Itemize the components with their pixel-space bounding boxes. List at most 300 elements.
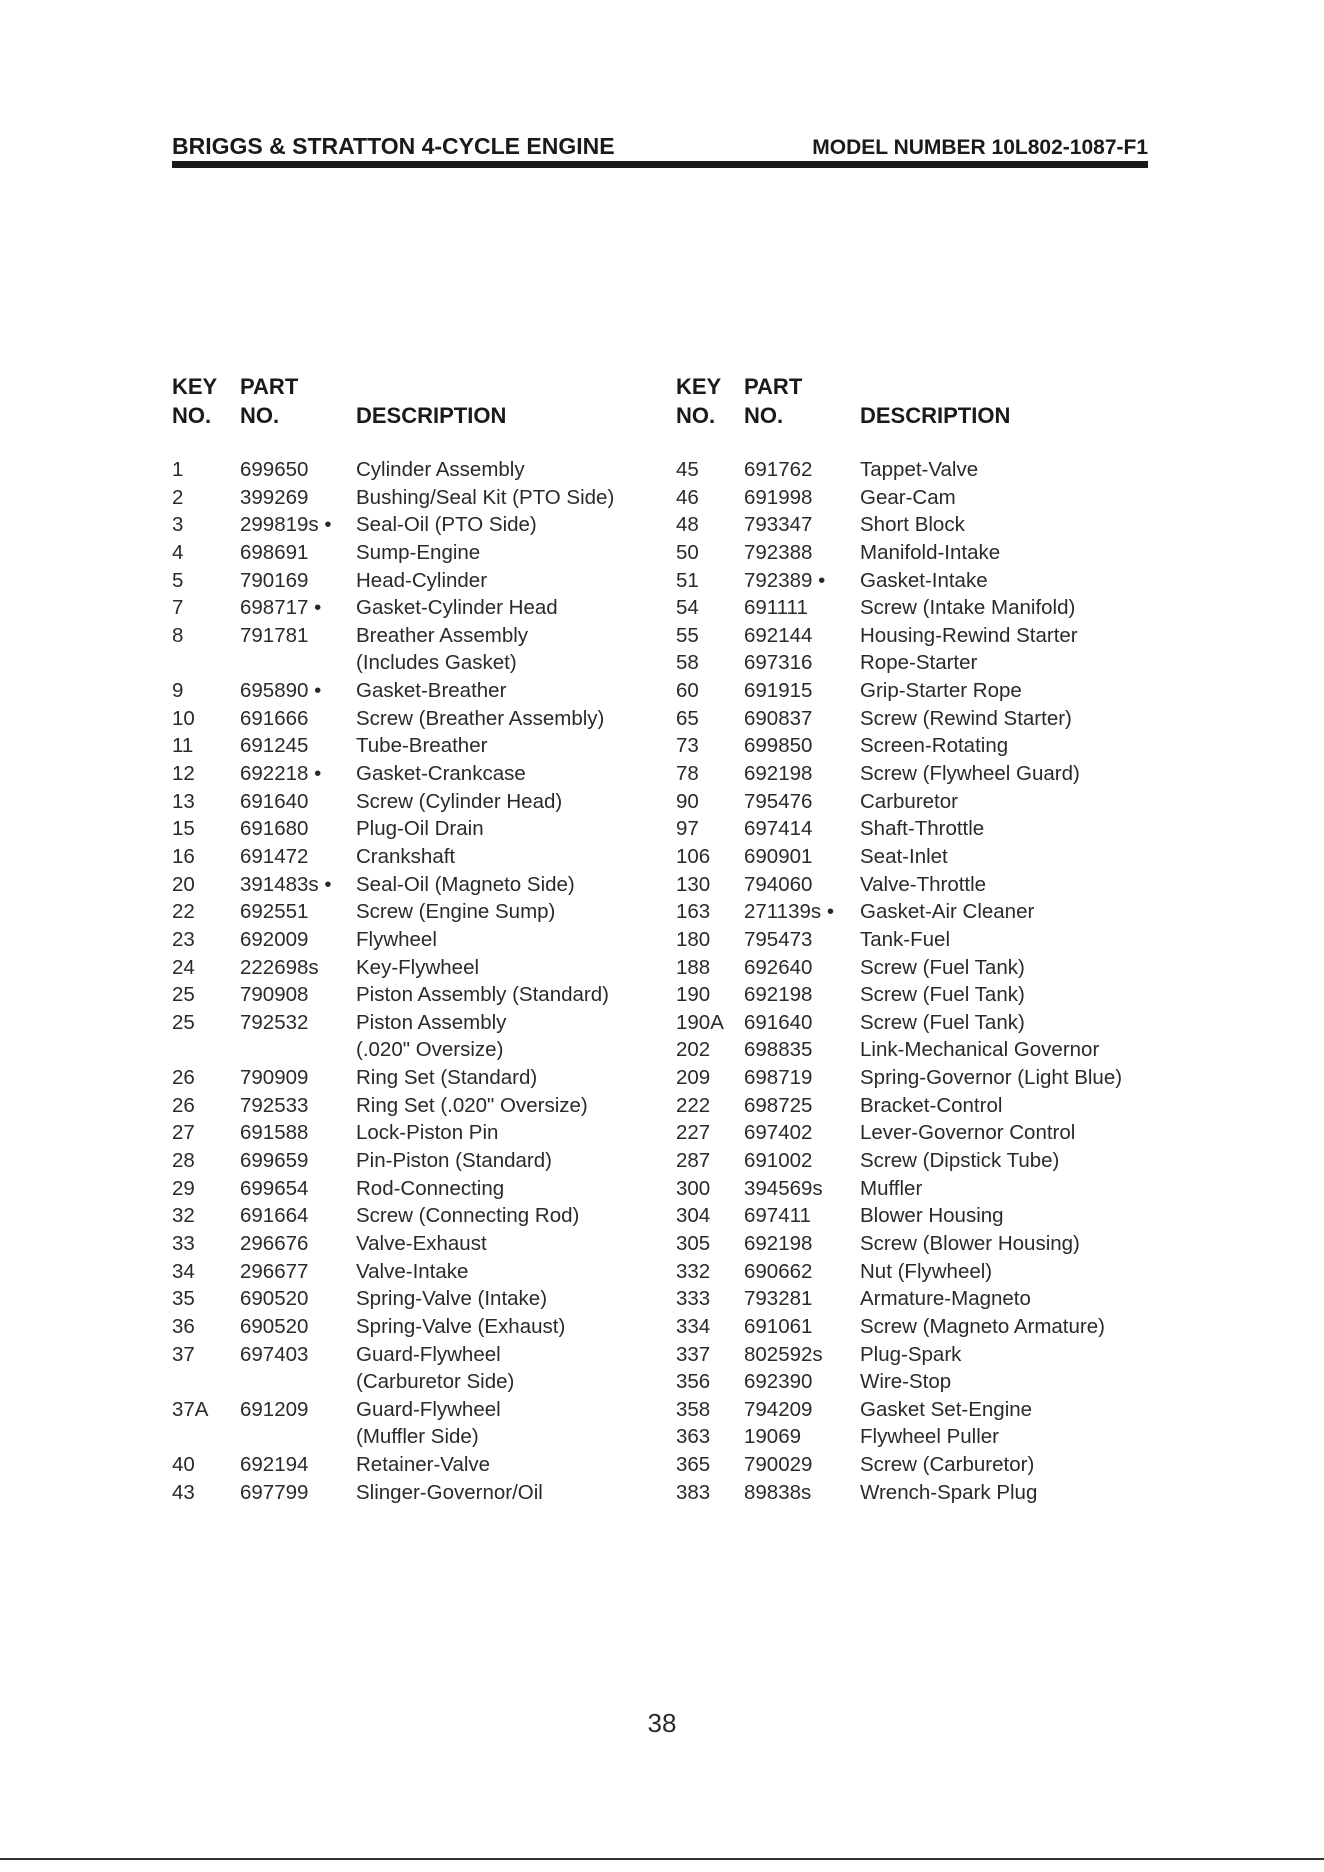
key-number: 73	[676, 734, 699, 758]
part-number: 691998	[744, 485, 813, 509]
key-number: 106	[676, 844, 711, 868]
table-row	[172, 790, 662, 818]
key-number: 55	[676, 623, 699, 647]
bottom-rule	[0, 1858, 1324, 1860]
part-description: Carburetor	[860, 789, 958, 813]
part-description: Screw (Fuel Tank)	[860, 983, 1025, 1007]
key-number: 25	[172, 1010, 195, 1034]
table-row	[172, 1398, 662, 1426]
part-number: 794060	[744, 872, 813, 896]
table-row	[676, 513, 1156, 541]
part-number: 699850	[744, 734, 813, 758]
table-row	[172, 817, 662, 845]
part-number: 699654	[240, 1176, 309, 1200]
key-number: 22	[172, 900, 195, 924]
table-row	[676, 651, 1156, 679]
key-number: 130	[676, 872, 711, 896]
key-number: 383	[676, 1480, 711, 1504]
part-number: 792388	[744, 540, 813, 564]
key-number: 190A	[676, 1010, 724, 1034]
table-row	[676, 1370, 1156, 1398]
key-number: 365	[676, 1453, 711, 1477]
key-number: 332	[676, 1259, 711, 1283]
key-number: 13	[172, 789, 195, 813]
key-number: 337	[676, 1342, 711, 1366]
part-description: Tank-Fuel	[860, 927, 951, 951]
part-number: 692198	[744, 762, 813, 786]
table-row	[172, 1204, 662, 1232]
table-row	[172, 1121, 662, 1149]
part-description: Armature-Magneto	[860, 1287, 1031, 1311]
table-row	[172, 569, 662, 597]
key-number: 5	[172, 568, 184, 592]
part-description: Short Block	[860, 513, 965, 537]
part-description: Rod-Connecting	[356, 1176, 505, 1200]
part-description: Spring-Valve (Intake)	[356, 1287, 548, 1311]
key-number: 34	[172, 1259, 195, 1283]
part-number: 691111	[744, 596, 808, 620]
header-rule	[172, 161, 1148, 168]
part-description: Retainer-Valve	[356, 1453, 491, 1477]
part-number: 691915	[744, 679, 813, 703]
table-row	[172, 1370, 662, 1398]
part-description: Breather Assembly	[356, 623, 529, 647]
key-number: 10	[172, 706, 195, 730]
key-number: 11	[172, 734, 194, 758]
part-number: 692640	[744, 955, 813, 979]
table-row	[172, 651, 662, 679]
part-description: Valve-Throttle	[860, 872, 987, 896]
table-row	[172, 1260, 662, 1288]
part-description: Screw (Flywheel Guard)	[860, 762, 1080, 786]
table-row	[676, 734, 1156, 762]
table-row	[172, 1315, 662, 1343]
part-description: Screw (Rewind Starter)	[860, 706, 1072, 730]
table-row	[172, 1343, 662, 1371]
part-number: 795476	[744, 789, 813, 813]
key-number: 20	[172, 872, 195, 896]
table-row	[676, 596, 1156, 624]
part-description: Pin-Piston (Standard)	[356, 1149, 552, 1173]
table-row	[676, 817, 1156, 845]
table-row	[676, 541, 1156, 569]
table-row	[172, 1011, 662, 1039]
key-header: KEY	[676, 374, 722, 399]
key-number: 45	[676, 458, 699, 481]
table-row	[172, 928, 662, 956]
key-number: 356	[676, 1370, 711, 1394]
parts-list-left	[172, 458, 662, 1508]
part-number: 691472	[240, 844, 309, 868]
part-number: 690901	[744, 844, 813, 868]
part-number: 698717 •	[240, 596, 322, 620]
key-number: 3	[172, 513, 184, 537]
part-description: Seat-Inlet	[860, 844, 948, 868]
part-description: Screw (Intake Manifold)	[860, 596, 1076, 620]
table-row	[676, 845, 1156, 873]
part-description: Cylinder Assembly	[356, 458, 525, 481]
key-number: 190	[676, 983, 711, 1007]
part-number: 692198	[744, 1231, 813, 1255]
table-row	[172, 458, 662, 486]
table-row	[676, 1315, 1156, 1343]
part-description: Screw (Cylinder Head)	[356, 789, 563, 813]
table-row	[676, 1232, 1156, 1260]
table-row	[676, 1094, 1156, 1122]
part-description: Spring-Governor (Light Blue)	[860, 1066, 1123, 1090]
part-no-header: NO.	[744, 403, 784, 428]
key-number: 24	[172, 955, 195, 979]
part-number: 794209	[744, 1397, 813, 1421]
key-number: 25	[172, 983, 195, 1007]
part-number: 790029	[744, 1453, 813, 1477]
part-description: Seal-Oil (Magneto Side)	[356, 872, 575, 896]
part-description: Slinger-Governor/Oil	[356, 1480, 543, 1504]
key-number: 50	[676, 540, 699, 564]
table-row	[676, 707, 1156, 735]
table-row	[676, 790, 1156, 818]
part-description: (Carburetor Side)	[356, 1370, 515, 1394]
part-description: (Muffler Side)	[356, 1425, 479, 1449]
table-row	[172, 541, 662, 569]
part-description: Valve-Exhaust	[356, 1231, 487, 1255]
table-row	[172, 596, 662, 624]
description-header: DESCRIPTION	[860, 403, 1011, 428]
key-no-header: NO.	[172, 403, 212, 428]
key-number: 37A	[172, 1397, 209, 1421]
part-description: (.020" Oversize)	[356, 1038, 504, 1062]
part-number: 691640	[240, 789, 309, 813]
key-number: 35	[172, 1287, 195, 1311]
key-number: 16	[172, 844, 195, 868]
part-number: 692144	[744, 623, 813, 647]
part-number: 698725	[744, 1093, 813, 1117]
table-row	[172, 707, 662, 735]
part-description: Screw (Fuel Tank)	[860, 955, 1025, 979]
part-description: Flywheel	[356, 927, 437, 951]
part-description: Key-Flywheel	[356, 955, 480, 979]
key-number: 2	[172, 485, 184, 509]
part-number: 296677	[240, 1259, 309, 1283]
table-row	[676, 762, 1156, 790]
part-number: 695890 •	[240, 679, 322, 703]
part-number: 391483s •	[240, 872, 332, 896]
part-description: Screw (Blower Housing)	[860, 1231, 1080, 1255]
key-number: 202	[676, 1038, 711, 1062]
document-title: BRIGGS & STRATTON 4-CYCLE ENGINE	[172, 133, 615, 159]
description-header: DESCRIPTION	[356, 403, 507, 428]
part-description: Tube-Breather	[356, 734, 488, 758]
part-number: 792389 •	[744, 568, 826, 592]
part-number: 691002	[744, 1149, 813, 1173]
parts-list-right	[676, 458, 1156, 1508]
part-number: 697414	[744, 817, 813, 841]
table-row	[172, 624, 662, 652]
part-number: 691666	[240, 706, 309, 730]
part-description: Plug-Spark	[860, 1342, 962, 1366]
part-description: Screw (Breather Assembly)	[356, 706, 605, 730]
part-number: 791781	[240, 623, 309, 647]
key-number: 58	[676, 651, 699, 675]
key-number: 12	[172, 762, 195, 786]
table-row	[172, 956, 662, 984]
part-number: 299819s •	[240, 513, 332, 537]
key-number: 48	[676, 513, 699, 537]
part-number: 691209	[240, 1397, 309, 1421]
table-row	[172, 513, 662, 541]
part-description: Gear-Cam	[860, 485, 956, 509]
table-row	[676, 486, 1156, 514]
part-number: 691061	[744, 1314, 813, 1338]
key-number: 54	[676, 596, 699, 620]
key-number: 333	[676, 1287, 711, 1311]
part-no-header: NO.	[240, 403, 280, 428]
part-description: Guard-Flywheel	[356, 1342, 501, 1366]
part-description: Nut (Flywheel)	[860, 1259, 993, 1283]
table-row	[172, 679, 662, 707]
key-number: 29	[172, 1176, 195, 1200]
table-row	[676, 569, 1156, 597]
part-description: Link-Mechanical Governor	[860, 1038, 1100, 1062]
part-description: Crankshaft	[356, 844, 456, 868]
key-number: 304	[676, 1204, 711, 1228]
part-description: Gasket-Air Cleaner	[860, 900, 1035, 924]
table-row	[172, 486, 662, 514]
part-number: 692390	[744, 1370, 813, 1394]
part-header: PART	[744, 374, 803, 399]
part-description: Screw (Fuel Tank)	[860, 1010, 1025, 1034]
key-number: 163	[676, 900, 711, 924]
table-row	[172, 1453, 662, 1481]
table-row	[172, 1149, 662, 1177]
key-number: 37	[172, 1342, 195, 1366]
part-description: Rope-Starter	[860, 651, 978, 675]
part-description: Flywheel Puller	[860, 1425, 999, 1449]
table-row	[676, 1343, 1156, 1371]
part-description: Lock-Piston Pin	[356, 1121, 499, 1145]
table-row	[676, 1453, 1156, 1481]
part-description: Piston Assembly	[356, 1010, 507, 1034]
key-number: 7	[172, 596, 184, 620]
part-number: 697402	[744, 1121, 813, 1145]
part-number: 698719	[744, 1066, 813, 1090]
page-number: 38	[647, 1708, 677, 1738]
part-description: (Includes Gasket)	[356, 651, 517, 675]
key-number: 8	[172, 623, 184, 647]
table-row	[676, 458, 1156, 486]
key-number: 9	[172, 679, 184, 703]
part-number: 690520	[240, 1287, 309, 1311]
table-row	[172, 873, 662, 901]
key-number: 287	[676, 1149, 711, 1173]
key-number: 1	[172, 458, 184, 481]
key-number: 305	[676, 1231, 711, 1255]
part-description: Gasket-Breather	[356, 679, 507, 703]
table-row	[676, 1177, 1156, 1205]
part-description: Screw (Carburetor)	[860, 1453, 1035, 1477]
part-number: 271139s •	[744, 900, 835, 924]
part-number: 699659	[240, 1149, 309, 1173]
key-number: 209	[676, 1066, 711, 1090]
key-header: KEY	[172, 374, 218, 399]
table-row	[172, 1425, 662, 1453]
part-description: Wire-Stop	[860, 1370, 952, 1394]
table-row	[676, 1287, 1156, 1315]
key-number: 46	[676, 485, 699, 509]
key-number: 51	[676, 568, 699, 592]
part-description: Valve-Intake	[356, 1259, 469, 1283]
parts-table-right	[676, 374, 1156, 1504]
part-number: 690662	[744, 1259, 813, 1283]
part-number: 296676	[240, 1231, 309, 1255]
table-row	[676, 1149, 1156, 1177]
part-number: 692009	[240, 927, 309, 951]
key-no-header: NO.	[676, 403, 716, 428]
key-number: 90	[676, 789, 699, 813]
part-description: Piston Assembly (Standard)	[356, 983, 609, 1007]
part-description: Blower Housing	[860, 1204, 1004, 1228]
table-row	[676, 1066, 1156, 1094]
key-number: 78	[676, 762, 699, 786]
table-row	[676, 1011, 1156, 1039]
part-number: 690837	[744, 706, 813, 730]
part-description: Muffler	[860, 1176, 923, 1200]
part-description: Guard-Flywheel	[356, 1397, 501, 1421]
part-number: 89838s	[744, 1480, 812, 1504]
table-row	[676, 1398, 1156, 1426]
part-number: 222698s	[240, 955, 319, 979]
part-description: Grip-Starter Rope	[860, 679, 1022, 703]
part-number: 691680	[240, 817, 309, 841]
part-number: 697799	[240, 1480, 309, 1504]
table-row	[172, 900, 662, 928]
table-row	[676, 1038, 1156, 1066]
table-row	[172, 762, 662, 790]
key-number: 40	[172, 1453, 195, 1477]
part-number: 691245	[240, 734, 309, 758]
part-description: Bracket-Control	[860, 1093, 1003, 1117]
key-number: 300	[676, 1176, 711, 1200]
table-row	[172, 845, 662, 873]
part-number: 793281	[744, 1287, 813, 1311]
table-row	[172, 1481, 662, 1509]
part-number: 697411	[744, 1204, 811, 1228]
key-number: 188	[676, 955, 711, 979]
table-row	[676, 983, 1156, 1011]
part-number: 698835	[744, 1038, 813, 1062]
part-number: 692218 •	[240, 762, 322, 786]
part-number: 698691	[240, 540, 309, 564]
key-number: 358	[676, 1397, 711, 1421]
part-description: Ring Set (.020" Oversize)	[356, 1093, 588, 1117]
key-number: 65	[676, 706, 699, 730]
part-description: Screw (Magneto Armature)	[860, 1314, 1105, 1338]
table-row	[172, 1066, 662, 1094]
part-description: Tappet-Valve	[860, 458, 979, 481]
part-number: 691640	[744, 1010, 813, 1034]
part-number: 692194	[240, 1453, 309, 1477]
key-number: 15	[172, 817, 195, 841]
part-description: Manifold-Intake	[860, 540, 1001, 564]
key-number: 222	[676, 1093, 711, 1117]
part-number: 792532	[240, 1010, 309, 1034]
key-number: 60	[676, 679, 699, 703]
key-number: 36	[172, 1314, 195, 1338]
key-number: 363	[676, 1425, 711, 1449]
table-row	[172, 1177, 662, 1205]
part-number: 691762	[744, 458, 813, 481]
key-number: 28	[172, 1149, 195, 1173]
part-description: Wrench-Spark Plug	[860, 1480, 1038, 1504]
part-number: 790908	[240, 983, 309, 1007]
table-row	[172, 734, 662, 762]
part-number: 699650	[240, 458, 309, 481]
table-row	[676, 1425, 1156, 1453]
part-number: 399269	[240, 485, 309, 509]
column-headers	[676, 374, 1156, 434]
part-number: 790169	[240, 568, 309, 592]
part-number: 691664	[240, 1204, 309, 1228]
part-description: Gasket-Intake	[860, 568, 988, 592]
table-row	[676, 1121, 1156, 1149]
model-number: MODEL NUMBER 10L802-1087-F1	[812, 136, 1148, 159]
key-number: 43	[172, 1480, 195, 1504]
table-row	[676, 1481, 1156, 1509]
table-row	[172, 1094, 662, 1122]
part-description: Ring Set (Standard)	[356, 1066, 538, 1090]
part-number: 793347	[744, 513, 813, 537]
part-number: 697403	[240, 1342, 309, 1366]
part-description: Gasket-Cylinder Head	[356, 596, 558, 620]
part-description: Plug-Oil Drain	[356, 817, 484, 841]
part-description: Screw (Dipstick Tube)	[860, 1149, 1060, 1173]
key-number: 334	[676, 1314, 711, 1338]
table-row	[676, 1204, 1156, 1232]
key-number: 26	[172, 1066, 195, 1090]
key-number: 4	[172, 540, 184, 564]
key-number: 227	[676, 1121, 711, 1145]
key-number: 32	[172, 1204, 195, 1228]
parts-table-left	[172, 374, 662, 1504]
table-row	[172, 1287, 662, 1315]
key-number: 180	[676, 927, 711, 951]
part-description: Screw (Engine Sump)	[356, 900, 556, 924]
key-number: 33	[172, 1231, 195, 1255]
part-description: Screw (Connecting Rod)	[356, 1204, 580, 1228]
table-row	[676, 873, 1156, 901]
part-number: 795473	[744, 927, 813, 951]
part-description: Seal-Oil (PTO Side)	[356, 513, 537, 537]
part-number: 690520	[240, 1314, 309, 1338]
part-description: Housing-Rewind Starter	[860, 623, 1078, 647]
part-number: 692198	[744, 983, 813, 1007]
part-number: 802592s	[744, 1342, 823, 1366]
part-number: 394569s	[744, 1176, 823, 1200]
table-row	[172, 983, 662, 1011]
part-description: Gasket-Crankcase	[356, 762, 526, 786]
part-header: PART	[240, 374, 299, 399]
key-number: 97	[676, 817, 699, 841]
table-row	[676, 679, 1156, 707]
part-description: Spring-Valve (Exhaust)	[356, 1314, 566, 1338]
table-row	[172, 1038, 662, 1066]
part-description: Bushing/Seal Kit (PTO Side)	[356, 485, 615, 509]
key-number: 27	[172, 1121, 195, 1145]
part-description: Sump-Engine	[356, 540, 481, 564]
table-row	[676, 1260, 1156, 1288]
table-row	[676, 900, 1156, 928]
part-description: Head-Cylinder	[356, 568, 488, 592]
